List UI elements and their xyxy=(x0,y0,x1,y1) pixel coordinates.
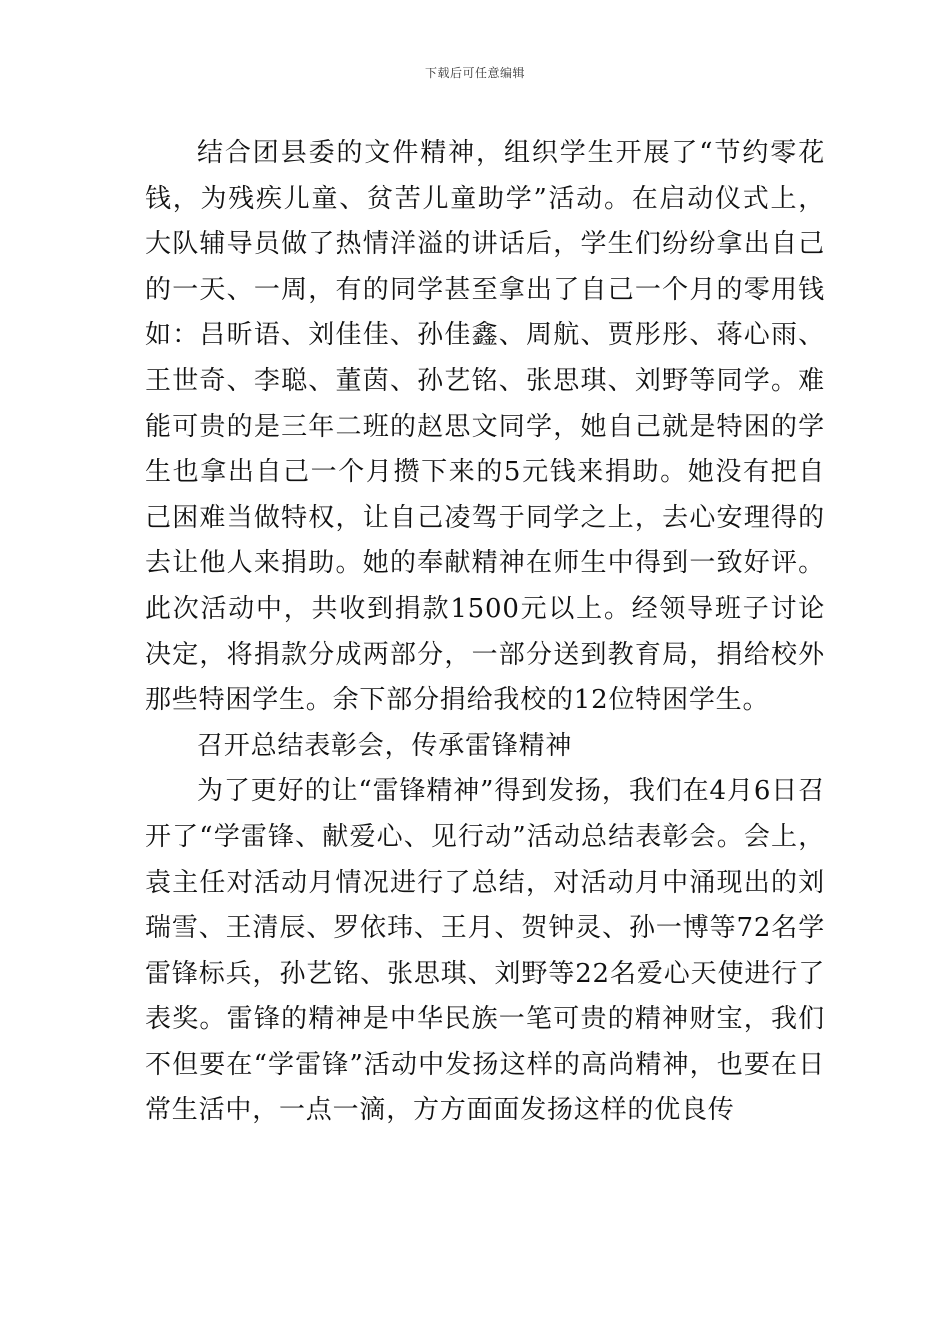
document-body xyxy=(145,131,825,1134)
header-note: 下载后可任意编辑 xyxy=(424,66,525,80)
paragraph-commendation: 为了更好的让“雷锋精神”得到发扬，我们在4月6日召开了“学雷锋、献爱心、见行动”活动总结表彰会。会上，袁主任对活动月情况进行了总结，对活动月中涌现出的刘瑞雪、王清辰、罗依玮、王月、贺钟灵、孙一博等72名学雷锋标兵，孙艺铭、张思琪、刘野等22名爱心天使进行了表奖。雷锋的精神是中华民族一笔可贵的精神财宝，我们不但要在“学雷锋”活动中发扬这样的高尚精神，也要在日常生活中，一点一滴，方方面面发扬这样的优良传 xyxy=(145,776,825,1126)
section-subheading: 召开总结表彰会，传承雷锋精神 xyxy=(197,730,573,761)
paragraph-donation: 结合团县委的文件精神，组织学生开展了“节约零花钱，为残疾儿童、贫苦儿童助学”活动。在启动仪式上，大队辅导员做了热情洋溢的讲话后，学生们纷纷拿出自己的一天、一周，有的同学甚至拿出了自己一个月的零用钱如：吕昕语、刘佳佳、孙佳鑫、周航、贾彤彤、蒋心雨、王世奇、李聪、董茵、孙艺铭、张思琪、刘野等同学。难能可贵的是三年二班的赵思文同学，她自己就是特困的学生也拿出自己一个月攒下来的5元钱来捐助。她没有把自己困难当做特权，让自己凌驾于同学之上，去心安理得的去让他人来捐助。她的奉献精神在师生中得到一致好评。此次活动中，共收到捐款1500元以上。经领导班子讨论决定，将捐款分成两部分，一部分送到教育局，捐给校外那些特困学生。余下部分捐给我校的12位特困学生。 xyxy=(145,138,825,716)
